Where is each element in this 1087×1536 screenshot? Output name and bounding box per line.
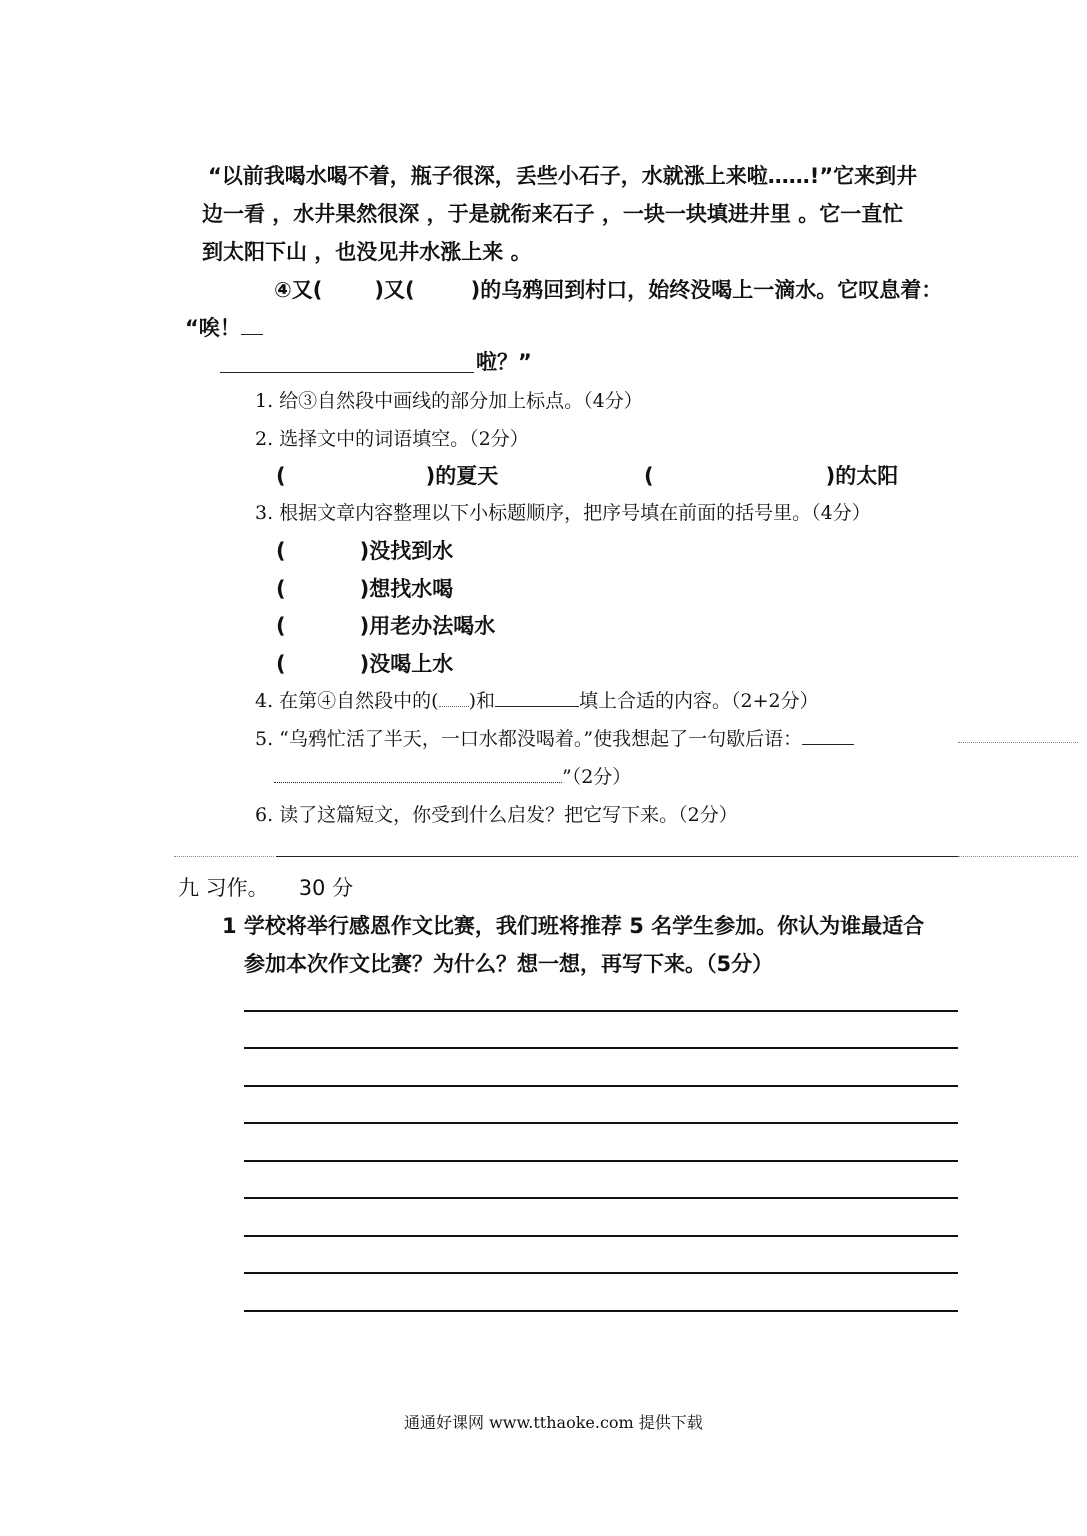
q3-item[interactable]: [276, 648, 453, 678]
section-9-q1-line2: 参加本次作文比赛？为什么？想一想，再写下来。（5分）: [244, 952, 774, 976]
q6-dotted-tail: [958, 856, 1078, 857]
q3-item[interactable]: [276, 535, 453, 565]
paren-open: (: [276, 652, 286, 676]
q2-blank-sun[interactable]: [644, 460, 898, 490]
paren-open: (: [276, 577, 286, 601]
q4-paren-blank[interactable]: [439, 690, 469, 707]
footer-credit: 通通好课网 www.tthaoke.com 提供下载: [404, 1413, 703, 1432]
writing-line[interactable]: [244, 1197, 958, 1199]
writing-line[interactable]: [244, 1310, 958, 1312]
passage-p4-line2: [185, 312, 263, 342]
q5-text-a: 5. “乌鸦忙活了半天，一口水都没喝着。”使我想起了一句歇后语：: [255, 728, 803, 750]
writing-line[interactable]: [244, 1160, 958, 1162]
question-4: [255, 686, 819, 713]
writing-line[interactable]: [244, 1085, 958, 1087]
writing-line[interactable]: [244, 1047, 958, 1049]
writing-line[interactable]: [244, 1272, 958, 1274]
q4-text-b: )和: [468, 690, 496, 712]
question-6: 6. 读了这篇短文，你受到什么启发？把它写下来。（2分）: [255, 804, 738, 826]
writing-line[interactable]: [244, 1235, 958, 1237]
q5-answer-blank[interactable]: [802, 726, 854, 745]
writing-line[interactable]: [244, 1122, 958, 1124]
q2-blank-summer[interactable]: [276, 460, 498, 490]
q3-item[interactable]: [276, 573, 453, 603]
q2-summer-label: )的夏天: [425, 464, 499, 488]
q3-item-label: 用老办法喝水: [369, 614, 496, 638]
q3-item-label: 没喝上水: [369, 652, 454, 676]
p4-rest: )的乌鸦回到村口，始终没喝上一滴水。它叹息着：: [470, 278, 943, 302]
q3-item-label: 想找水喝: [369, 577, 454, 601]
section-9-score: 30 分: [298, 876, 354, 900]
passage-p3-line1: “以前我喝水喝不着，瓶子很深，丢些小石子，水就涨上来啦……!”它来到井: [208, 164, 918, 188]
q4-underline-blank[interactable]: [495, 688, 579, 707]
writing-line[interactable]: [244, 1010, 958, 1012]
q3-item-label: 没找到水: [369, 539, 454, 563]
paren-open: (: [276, 464, 286, 488]
q4-text-c: 填上合适的内容。（2+2分）: [579, 690, 819, 712]
question-3: 3. 根据文章内容整理以下小标题顺序，把序号填在前面的括号里。（4分）: [255, 502, 871, 524]
q4-text-a: 4. 在第④自然段中的(: [255, 690, 439, 712]
p4-answer-line[interactable]: [220, 372, 474, 373]
paren-close: ): [359, 577, 370, 601]
q5-text-b: ”（2分）: [562, 766, 632, 788]
paren-open: (: [276, 539, 286, 563]
q5-dotted-continuation: [958, 742, 1078, 743]
question-5: [255, 724, 854, 751]
section-9-heading: [178, 872, 353, 902]
passage-p3-line2: 边一看 ，水井果然很深 ，于是就衔来石子 ，一块一块填进井里 。它一直忙: [202, 202, 904, 226]
paren-open: (: [644, 464, 654, 488]
p4-mid: )又(: [374, 278, 415, 302]
section-9-q1-line1: 1 学校将举行感恩作文比赛，我们班将推荐 5 名学生参加。你认为谁最适合: [222, 914, 925, 938]
q3-item[interactable]: [276, 610, 495, 640]
paren-close: ): [359, 539, 370, 563]
paren-close: ): [359, 652, 370, 676]
passage-p3-line3: 到太阳下山 ，也没见井水涨上来 。: [202, 240, 532, 264]
q6-answer-line[interactable]: [276, 856, 958, 857]
question-1: 1. 给③自然段中画线的部分加上标点。（4分）: [255, 390, 643, 412]
section-9-title: 九 习作。: [178, 876, 269, 900]
p4-prefix: ④又(: [274, 278, 323, 302]
q6-dotted-lead: [174, 856, 274, 857]
question-5-line2: [274, 762, 631, 789]
p4-blank-short[interactable]: [241, 314, 263, 335]
p4-sigh: “唉！: [185, 316, 241, 340]
q2-sun-label: )的太阳: [825, 464, 899, 488]
paren-close: ): [359, 614, 370, 638]
question-2: 2. 选择文中的词语填空。（2分）: [255, 428, 529, 450]
paren-open: (: [276, 614, 286, 638]
passage-p4-line3-end: 啦？”: [476, 350, 532, 374]
passage-p4-line1: [274, 274, 942, 304]
q5-answer-line2[interactable]: [274, 764, 562, 783]
